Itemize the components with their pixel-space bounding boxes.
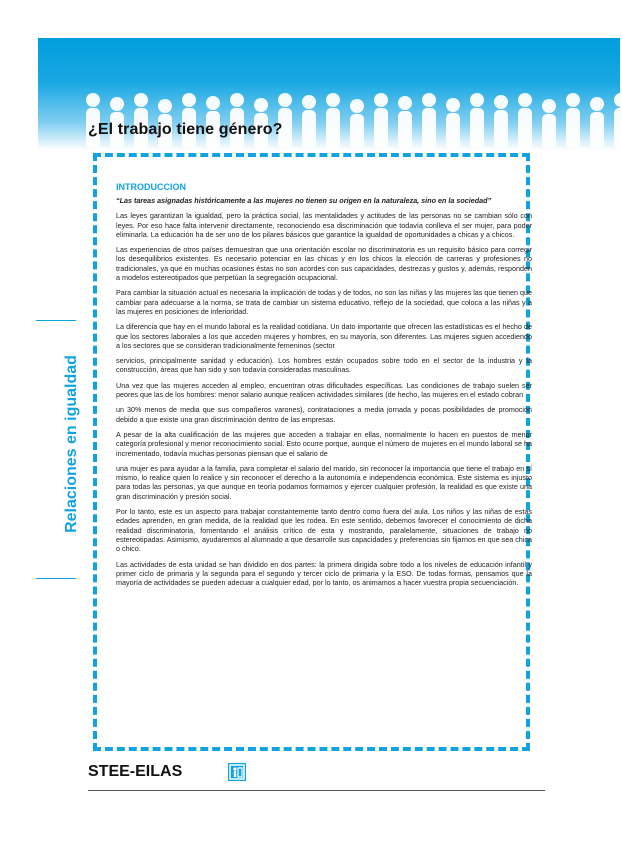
sidebar [28, 320, 84, 580]
paragraph: Para cambiar la situación actual es necesaria la implicación de todas y de todos, no son las niñas y las mujeres las que tienen que cambiar para adecuarse a la norma, se trata de cambiar un sistema educativo, reflejo de la sociedad, que coloca a las niñas y a las mujeres en posiciones de inferioridad. [116, 288, 532, 316]
footer-brand: STEE-EILAS [88, 763, 183, 780]
paragraph: Las leyes garantizan la igualdad, pero la práctica social, las mentalidades y actitudes de las personas no se cambian sólo con leyes. Por eso hace falta intervenir directamente, reconociendo esa discriminación que todavía conlleva el ser mujer, para poder eliminarla. La educación ha de ser uno de los pilares básicos que garantice la igualdad de oportunidades a chicas y a chicos. [116, 211, 532, 239]
article-body [116, 182, 532, 593]
paragraph: La diferencia que hay en el mundo laboral es la realidad cotidiana. Un dato importante que ofrecen las estadísticas es el hecho de que los sectores laborales a los que acceden mujeres y hombres, en su mayoría, son diferentes. Las mujeres siguen accediendo a los sectores que se consideran tradicionalmente femeninos (sector [116, 322, 532, 350]
paragraph: un 30% menos de media que sus compañeros varones), contrataciones a media jornada y pocas posibilidades de promoción debido a que existe una gran discriminación dentro de las empresas. [116, 405, 532, 424]
paragraph: Las experiencias de otros países demuestran que una orientación escolar no discriminatoria es un requisito básico para corregir los desequilibrios existentes. Es necesario potenciar en las chicas y en los chicos la elección de carreras y profesiones no tradicionales, ya que en muchas ocasiones éstas no son acordes con sus capacidades, destrezas y gustos y, además, responden a modelos estereotipados que perpetúan la segregación ocupacional. [116, 245, 532, 283]
paragraph: Una vez que las mujeres acceden al empleo, encuentran otras dificultades específicas. Las condiciones de trabajo suelen ser peores que las de los hombres: menor salario aunque realicen actividades similares (de hecho, las mujeres en el estado cobran [116, 380, 532, 400]
stee-eilas-logo-icon [228, 763, 246, 781]
footer-rule [88, 790, 545, 791]
sidebar-bottom-rule [36, 578, 76, 579]
paragraph: Por lo tanto, este es un aspecto para trabajar constantemente tanto dentro como fuera del aula. Los niños y las niñas de estas edades aprenden, en gran medida, de la realidad que les rodea. En este sentido, debemos favorecer el conocimiento de dicha realidad discriminatoria, fomentando el análisis crítico de esta y mostrando, paralelamente, situaciones de trabajo no estereotipadas. Asimismo, ayudaremos al alumnado a que desarrolle sus capacidades y preferencias sin fijarnos en que sea chica o chico. [116, 507, 532, 554]
section-heading: INTRODUCCION [116, 182, 186, 192]
paragraph: servicios, principalmente sanidad y educación). Los hombres están ocupados sobre todo en el sector de la industria y la construcción, áreas que han sido y son todavía consideradas masculinas. [116, 356, 532, 375]
page-title: ¿El trabajo tiene género? [88, 121, 283, 138]
sidebar-label: Relaciones en igualdad [63, 355, 80, 533]
intro-quote: “Las tareas asignadas históricamente a las mujeres no tienen su origen en la naturaleza, sino en la sociedad” [116, 196, 492, 205]
paragraph: una mujer es para ayudar a la familia, para completar el salario del marido, sin reconocer la importancia que tiene el trabajo en sí mismo, lo realice quien lo realice y sin reconocer el derecho a la autonomía e independencia económica. Este sistema es injusto para todas las personas, ya que aunque en teoría podamos formarnos y ejercer cualquier profesión, la realidad es que existe una gran discriminación y presión social. [116, 463, 532, 501]
paragraph: Las actividades de esta unidad se han dividido en dos partes: la primera dirigida sobre todo a los niveles de educación infantil y primer ciclo de primaria y la segunda para el segundo y tercer ciclo de primaria y la ESO. De todas formas, pensamos que la mayoría de actividades se pueden adecuar a cualquier edad, por lo tanto, os animamos a hacer vuestra propia secuenciación. [116, 559, 532, 588]
paragraph: A pesar de la alta cualificación de las mujeres que acceden a trabajar en ellas, normalmente lo hacen en puestos de menor categoría profesional y menor reconocimiento social. Esto ocurre porque, aunque el número de mujeres en el mundo laboral se ha incrementado, todavía muchas personas piensan que el salario de [116, 429, 532, 458]
